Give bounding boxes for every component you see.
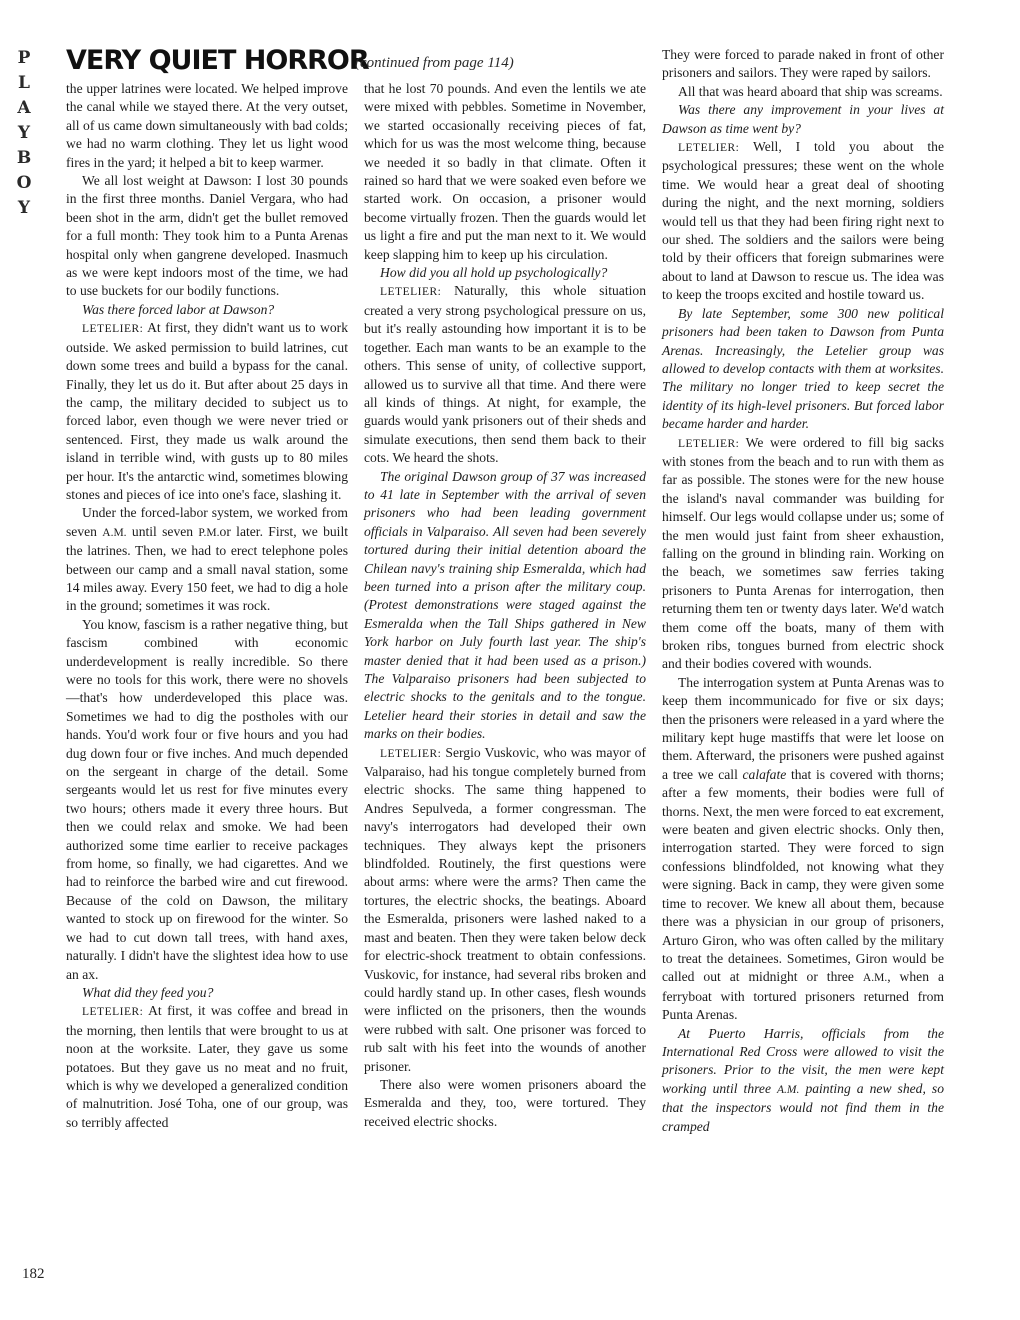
speaker-label: LETELIER: [82,1006,144,1019]
magazine-logo [9,46,39,221]
interview-answer [66,319,348,504]
text-run: Under the forced-labor system, we worked from seven [66,505,348,539]
interview-answer [662,434,944,674]
time-abbrev: A.M. [102,526,127,539]
paragraph: We all lost weight at Dawson: I lost 30 pounds in the first three months. Daniel Vergara, who had been shot in the arm, didn't get the bullet removed for a full month: They took him to a Punta Arenas hospital only when gangrene developed. Inasmuch as we were kept indoors most of the time, we had to use buckets for our bodily functions. [66,173,348,299]
italic-narration [662,1025,944,1136]
interview-question: Was there any improvement in your lives at Dawson as time went by? [662,102,944,136]
paragraph: All that was heard aboard that ship was screams. [678,83,943,99]
text-run: that is covered with thorns; after a few moments, their bodies were full of thorns. Next, the men were forced to eat excrement, were beaten and given electric shocks. Only then, interrogation started. They were forced to sign confessions blindfolded, not knowing what they were signing. Back in camp, they were given some time to recover. We knew all about them, because there was a physician in our group of prisoners, Arturo Giron, who was often called by the military to treat the detainees. Sometimes, Giron would be called out at midnight or three [662,766,944,985]
answer-text: We were ordered to fill big sacks with stones from the beach and to run with them as far as possible. The stones were for the new house the island's naval commander was building for himself. Our legs would collapse under us; some of the men would just faint from sheer exhaustion, falling on the ground in blinding rain. Working on the beach, we sometimes saw ferries taking prisoners to Punta Arenas for interrogation, then returning them ten or twenty days later. We'd watch them come off the boats, many of them with broken ribs, tongues burned from electric shock and their bodies covered with wounds. [662,434,944,672]
interview-answer [364,282,646,467]
text-run: At Puerto Harris, officials from the International Red Cross were allowed to visit the prisoners. Prior to the visit, the men were kept working until three [662,1025,944,1096]
italic-word: calafate [742,766,787,782]
paragraph: There also were women prisoners aboard the Esmeralda and they, too, were tortured. They received electric shocks. [364,1076,646,1129]
logo-letter: P [17,48,31,68]
logo-letter: B [16,148,32,168]
interview-answer [364,744,646,1076]
answer-text: Well, I told you about the psychological pressures; these went on the whole time. We would hear a great deal of shooting during the night, and the next morning, soldiers would tell us that they had been firing right next to our shed. The soldiers and the sailors were being told by their officers that foreign submarines were about to land at Dawson to rescue us. The idea was to keep the troops excited and hostile toward us. [662,139,944,303]
answer-text: Naturally, this whole situation created a very strong psychological pressure on us, but it's really astounding how important it is to be together. Each man wants to be an example to the others. This sense of unity, of collective support, allowed us to survive all that time. And there were all kinds of things. At night, for example, the guards would yank prisoners out of their sheds and simulate executions, then send them back to their cots. We heard the shots. [364,283,646,466]
text-column-2 [364,80,646,1131]
article-headline: VERY QUIET HORROR [66,45,369,76]
italic-narration: By late September, some 300 new political prisoners had been taken to Dawson from Punta Arenas. Increasingly, the Letelier group was allowed to develop contacts with them at worksites. The military no longer tried to keep secret the identity of its high-level prisoners. But forced labor became harder and harder. [662,305,944,432]
interview-answer [662,138,944,305]
time-abbrev: P.M. [198,526,220,539]
time-abbrev: A.M. [862,972,888,985]
paragraph [662,674,944,1025]
paragraph: that he lost 70 pounds. And even the lentils we ate were mixed with pebbles. Sometime in November, we started occasionally receiving pieces of fat, which for us was the most welcome thing, because we needed it so badly in that climate. Often it rained so hard that we were soaked even before we started work. On occasion, a prisoner would become virtually frozen. Then the guards would let us light a fire and put the man next to it. We would keep slapping him to keep up his circulation. [364,81,646,262]
continued-note: (continued from page 114) [355,55,514,71]
text-run: or later. First, we built the latrines. Then, we had to erect telephone poles between our camp and a small naval station, some 14 miles away. Every 150 feet, we had to dig a hole in the ground; sometimes it was rock. [66,523,349,614]
speaker-label: LETELIER: [678,142,740,155]
text-run: painting a new shed, so that the inspectors would not find them in the cramped [662,1080,944,1134]
logo-letter: L [18,73,30,93]
speaker-label: LETELIER: [678,437,740,450]
paragraph [66,504,348,615]
text-run: The interrogation system at Punta Arenas was to keep them incommunicado for five or six days; then the prisoners were released in a yard where the military kept huge mastiffs that were let loose on them. Afterward, the prisoners were pushed against a tree we call [662,674,944,782]
text-run: , when a ferryboat with tortured prisoners returned from Punta Arenas. [662,969,944,1023]
logo-letter: A [17,98,31,118]
italic-narration: The original Dawson group of 37 was increased to 41 late in September with the arrival of seven prisoners who had been leading government officials in Valparaiso. All seven had been severely tortured during their initial detention aboard the Chilean navy's training ship Esmeralda, which had been turned into a prison after the military coup. (Protest demonstrations were staged against the Esmeralda when the Tall Ships gathered in New York harbor on July fourth last year. The ship's master denied that it had been used as a prison.) The Valparaiso prisoners had been subjected to electric shocks to the genitals and to the tongue. Letelier heard their stories in detail and saw the marks on their bodies. [364,468,646,742]
time-abbrev: A.M. [777,1083,800,1096]
answer-text: Sergio Vuskovic, who was mayor of Valparaiso, had his tongue completely burned from electric shocks. The same thing happened to Andres Sepulveda, a former congressman. The navy's interrogators had developed their own techniques. They always kept the prisoners blindfolded. Routinely, the first questions were about arms: where were the arms? Then came the tortures, the electric shocks, the beatings. Aboard the Esmeralda, prisoners were lashed naked to a mast and beaten. Then they were taken below deck for electric-shock treatment to obtain confessions. Vuskovic, for instance, had several ribs broken and could hardly stand up. In other cases, flesh wounds were inflicted on the prisoners, then the wounds were rubbed with salt. One prisoner was forced to rub salt with his feet into the wounds of another prisoner. [364,744,646,1074]
speaker-label: LETELIER: [380,747,442,760]
paragraph: You know, fascism is a rather negative thing, but fascism combined with economic underdevelopment is really incredible. So there were no tools for this work, there were no shovels—that's how underdeveloped this place was. Sometimes we had to dig the postholes with our hands. You'd work four or five hours and you had dug down four or five inches. And much depended on the sergeant in charge of the detail. Some sergeants would let us rest for five minutes every two hours; others made it every three hours. But then we could relax and smoke. We had been authorized some time earlier to receive packages from home, so finally, we had cigarettes. And we had to reinforce the barbed wire and cut firewood. Because of the cold on Dawson, the military wanted to stock up on firewood for the winter. So we had to cut down tall trees, with hand axes, naturally. I didn't have the slightest idea how to use an ax. [66,616,348,982]
text-column-3 [662,46,944,1136]
logo-letter: O [16,173,32,193]
interview-answer [66,1002,348,1132]
interview-question: How did you all hold up psychologically? [380,265,608,281]
speaker-label: LETELIER: [82,323,144,336]
interview-question: What did they feed you? [82,984,214,1000]
answer-text: At first, it was coffee and bread in the morning, then lentils that were brought to us at noon at the worksite. Later, they gave us some potatoes. But they gave us no meat and no fruit, which is why we developed a generalized condition of malnutrition. José Toha, one of our group, was so terribly affected [66,1003,348,1130]
page-number: 182 [22,1266,45,1282]
paragraph: the upper latrines were located. We helped improve the canal while we stayed there. At the very outset, all of us came down simultaneously with bad colds; we had no warm clothing. They let us light wood fires in the yard; it helped a bit to keep warmer. [66,81,348,170]
interview-question: Was there forced labor at Dawson? [82,301,275,317]
paragraph: They were forced to parade naked in front of other prisoners and sailors. They were raped by sailors. [662,47,944,81]
text-column-1 [66,80,348,1132]
logo-letter: Y [17,198,31,218]
logo-letter: Y [17,123,31,143]
answer-text: At first, they didn't want us to work outside. We asked permission to build latrines, cut down some trees and build a bypass for the canal. Finally, they let us do it. But after about 25 days in the camp, the military decided to subject us to forced labor, even though we were never tried or sentenced. First, they made us walk around the island in terrible wind, with gusts up to 80 miles per hour. It's the antarctic wind, sometimes blowing stones and pieces of ice into one's face, slashing it. [66,320,348,502]
text-run: until seven [131,523,194,539]
speaker-label: LETELIER: [380,286,442,299]
